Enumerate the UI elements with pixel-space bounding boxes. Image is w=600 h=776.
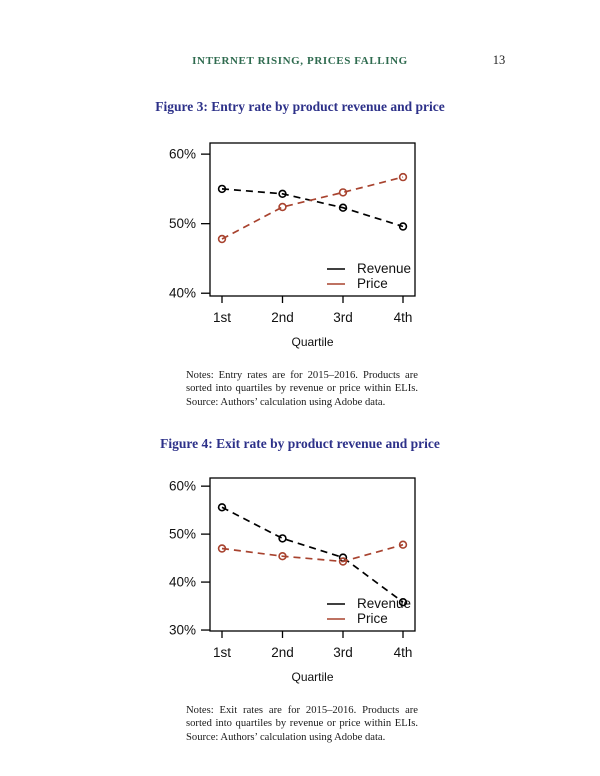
x-tick-label: 3rd bbox=[333, 645, 353, 660]
x-axis-title: Quartile bbox=[291, 335, 334, 349]
running-head: INTERNET RISING, PRICES FALLING bbox=[192, 55, 408, 67]
series-line-price bbox=[222, 177, 403, 239]
figure3-title: Figure 3: Entry rate by product revenue and price bbox=[155, 99, 445, 114]
series-line-revenue bbox=[222, 189, 403, 227]
x-tick-label: 2nd bbox=[271, 310, 294, 325]
y-tick-label: 30% bbox=[168, 622, 196, 638]
figure3-notes: Notes: Entry rates are for 2015–2016. Products are sorted into quartiles by revenue or price within ELIs. Source: Authors’ calculation using Adobe data. bbox=[186, 370, 418, 408]
legend-label-revenue: Revenue bbox=[357, 596, 412, 611]
y-tick-label: 60% bbox=[168, 478, 196, 494]
legend-label-price: Price bbox=[357, 611, 388, 626]
y-tick-label: 50% bbox=[168, 216, 196, 232]
y-tick-label: 50% bbox=[168, 526, 196, 542]
data-point-revenue bbox=[279, 535, 286, 542]
x-tick-label: 4th bbox=[393, 645, 413, 660]
page-number: 13 bbox=[492, 53, 506, 67]
legend-label-price: Price bbox=[357, 276, 388, 291]
y-tick-label: 40% bbox=[168, 574, 196, 590]
figure4-title: Figure 4: Exit rate by product revenue and price bbox=[160, 436, 440, 451]
figure4-exit-rate-chart bbox=[150, 470, 450, 695]
figure3-entry-rate-chart bbox=[150, 135, 450, 360]
x-tick-label: 4th bbox=[393, 310, 413, 325]
x-tick-label: 1st bbox=[212, 645, 232, 660]
x-tick-label: 2nd bbox=[271, 645, 294, 660]
series-line-revenue bbox=[222, 507, 403, 602]
x-tick-label: 3rd bbox=[333, 310, 353, 325]
x-axis-title: Quartile bbox=[291, 670, 334, 684]
y-tick-label: 40% bbox=[168, 285, 196, 301]
data-point-price bbox=[279, 204, 286, 211]
legend-label-revenue: Revenue bbox=[357, 261, 412, 276]
y-tick-label: 60% bbox=[168, 146, 196, 162]
figure4-notes: Notes: Exit rates are for 2015–2016. Products are sorted into quartiles by revenue or price within ELIs. Source: Authors’ calculation using Adobe data. bbox=[186, 705, 418, 743]
data-point-revenue bbox=[219, 504, 226, 511]
x-tick-label: 1st bbox=[212, 310, 232, 325]
